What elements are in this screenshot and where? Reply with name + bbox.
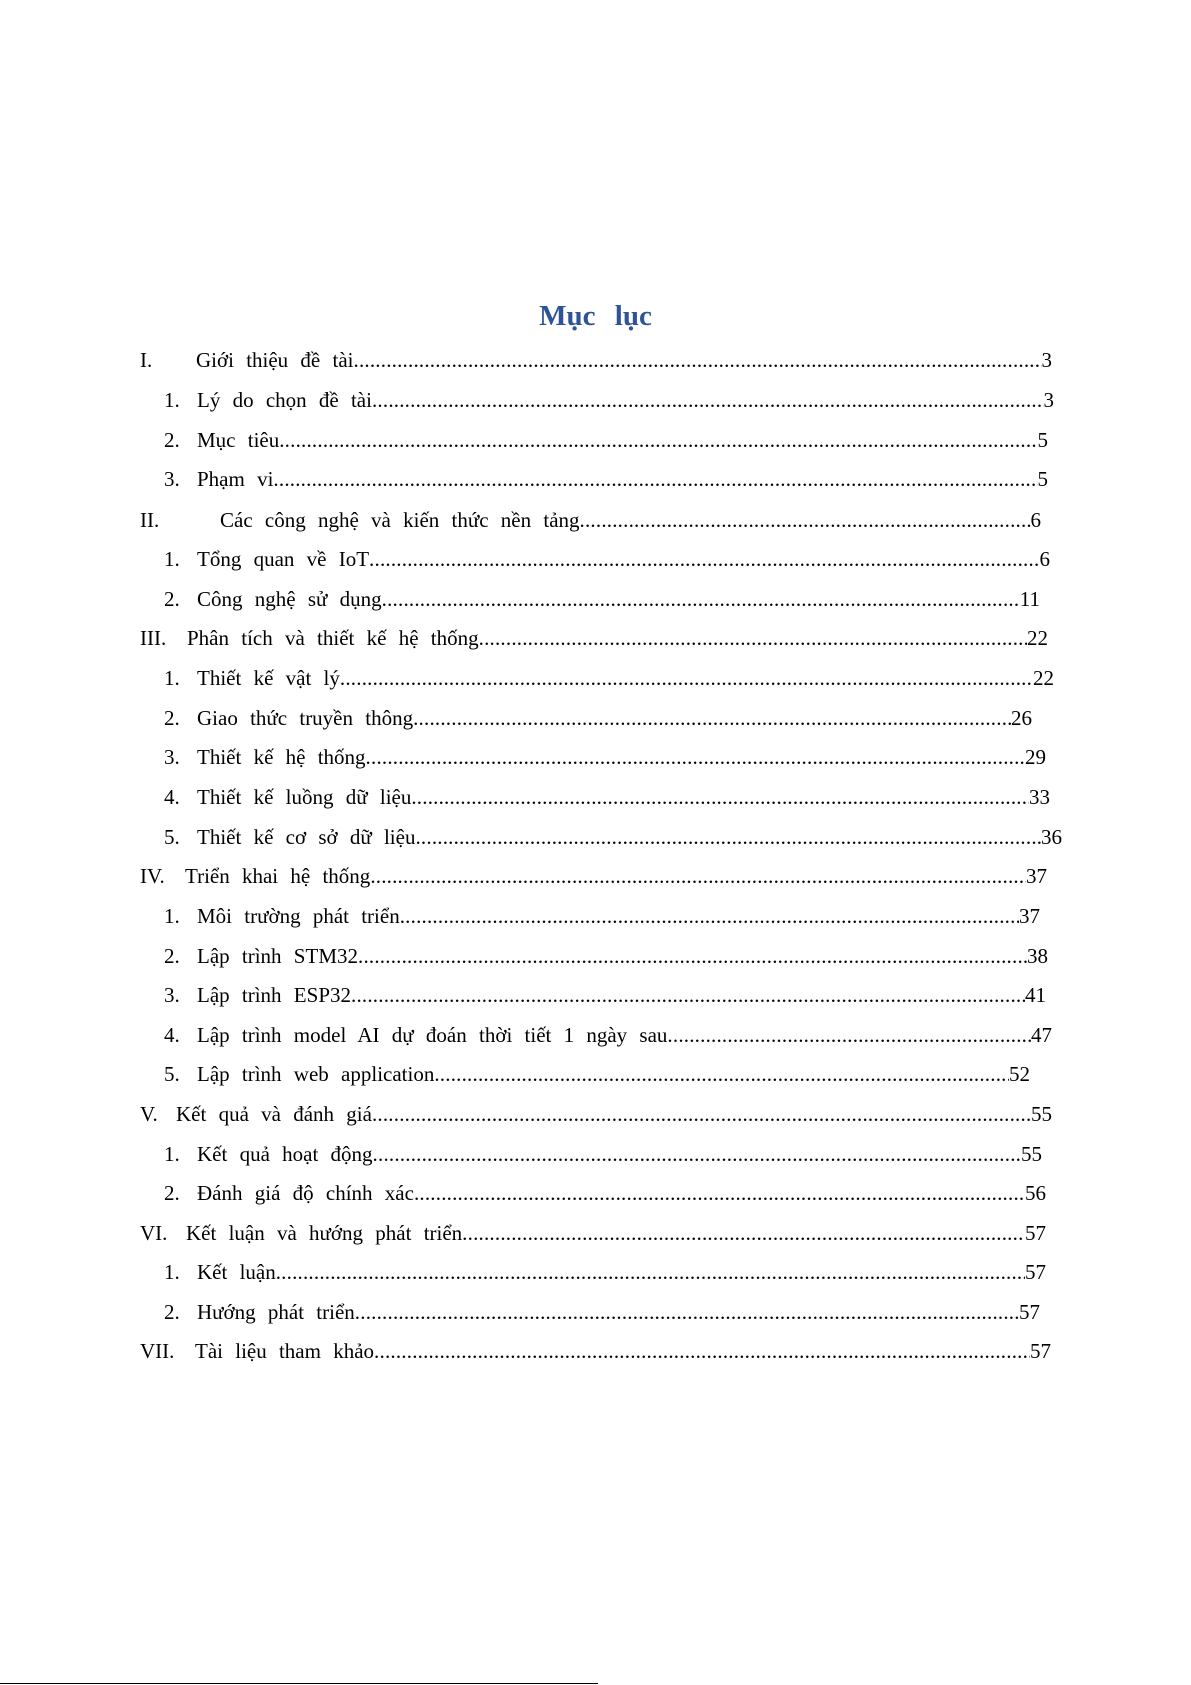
- toc-entry-number: 1.: [164, 1142, 180, 1166]
- toc-entry-label: Kết quả và đánh giá: [176, 1102, 372, 1126]
- toc-entry-number: 4.: [164, 785, 180, 809]
- toc-entry-number: V.: [140, 1102, 158, 1126]
- toc-entry-1[interactable]: [140, 350, 1052, 371]
- toc-entry-25[interactable]: [164, 1302, 1040, 1323]
- toc-entry-leader: [411, 787, 1029, 808]
- toc-entry-number: 1.: [164, 388, 180, 412]
- toc-entry-page: 52: [1009, 1062, 1030, 1086]
- toc-entry-6[interactable]: [164, 549, 1050, 570]
- toc-entry-16[interactable]: [164, 946, 1048, 967]
- toc-entry-17[interactable]: [164, 985, 1046, 1006]
- toc-entry-page: 38: [1027, 944, 1048, 968]
- toc-entry-page: 5: [1037, 467, 1048, 491]
- toc-entry-label: Kết luận và hướng phát triển: [186, 1221, 463, 1245]
- toc-entry-label: Thiết kế cơ sở dữ liệu: [197, 825, 416, 849]
- toc-entry-leader: [354, 350, 1042, 371]
- toc-entry-label: Thiết kế luồng dữ liệu: [197, 785, 412, 809]
- toc-entry-page: 57: [1025, 1221, 1046, 1245]
- toc-entry-label: Môi trường phát triển: [197, 904, 400, 928]
- toc-entry-label: Giới thiệu đề tài: [196, 348, 354, 372]
- toc-entry-23[interactable]: [140, 1223, 1046, 1244]
- toc-entry-leader: [340, 668, 1033, 689]
- toc-entry-label: Lập trình model AI dự đoán thời tiết 1 ngày sau: [197, 1023, 668, 1047]
- toc-entry-leader: [358, 946, 1027, 967]
- toc-entry-leader: [462, 1223, 1025, 1244]
- toc-entry-label: Kết quả hoạt động: [197, 1142, 373, 1166]
- toc-entry-14[interactable]: [140, 866, 1047, 887]
- toc-entry-7[interactable]: [164, 589, 1040, 610]
- toc-entry-label: Tổng quan về IoT: [197, 547, 370, 571]
- toc-entry-number: 2.: [164, 587, 180, 611]
- toc-entry-leader: [374, 1341, 1030, 1362]
- toc-entry-number: 1.: [164, 1260, 180, 1284]
- toc-entry-leader: [382, 589, 1020, 610]
- toc-entry-leader: [273, 469, 1037, 490]
- toc-entry-leader: [369, 549, 1039, 570]
- toc-entry-page: 11: [1019, 587, 1040, 611]
- toc-entry-page: 22: [1027, 626, 1048, 650]
- toc-entry-page: 37: [1026, 864, 1047, 888]
- toc-entry-12[interactable]: [164, 787, 1050, 808]
- toc-entry-label: Tài liệu tham khảo: [195, 1339, 375, 1363]
- toc-entry-11[interactable]: [164, 747, 1046, 768]
- toc-entry-leader: [414, 1183, 1025, 1204]
- toc-entry-page: 6: [1030, 508, 1041, 532]
- toc-entry-number: III.: [140, 626, 167, 650]
- toc-entry-leader: [400, 906, 1019, 927]
- toc-entry-number: 2.: [164, 1181, 180, 1205]
- toc-entry-label: Triển khai hệ thống: [185, 864, 371, 888]
- toc-entry-page: 56: [1025, 1181, 1046, 1205]
- toc-entry-leader: [479, 628, 1027, 649]
- toc-entry-leader: [372, 1104, 1031, 1125]
- toc-entry-number: 5.: [164, 1062, 180, 1086]
- toc-entry-leader: [276, 1262, 1025, 1283]
- toc-entry-number: 1.: [164, 904, 180, 928]
- toc-entry-label: Thiết kế vật lý: [197, 666, 340, 690]
- toc-entry-page: 3: [1041, 348, 1052, 372]
- toc-entry-label: Giao thức truyền thông: [197, 706, 414, 730]
- toc-entry-page: 55: [1021, 1142, 1042, 1166]
- toc-entry-page: 57: [1025, 1260, 1046, 1284]
- toc-entry-page: 29: [1025, 745, 1046, 769]
- toc-entry-20[interactable]: [140, 1104, 1052, 1125]
- toc-entry-leader: [351, 985, 1025, 1006]
- toc-entry-number: 3.: [164, 745, 180, 769]
- toc-entry-24[interactable]: [164, 1262, 1046, 1283]
- toc-entry-page: 47: [1031, 1023, 1052, 1047]
- toc-entry-4[interactable]: [164, 469, 1048, 490]
- toc-entry-5[interactable]: [140, 510, 1041, 531]
- toc-entry-page: 57: [1019, 1300, 1040, 1324]
- toc-entry-page: 37: [1019, 904, 1040, 928]
- toc-entry-page: 22: [1033, 666, 1054, 690]
- toc-entry-leader: [355, 1302, 1019, 1323]
- toc-entry-leader: [413, 708, 1011, 729]
- toc-entry-21[interactable]: [164, 1144, 1042, 1165]
- toc-entry-number: II.: [140, 508, 160, 532]
- toc-entry-number: 3.: [164, 467, 180, 491]
- toc-entry-number: IV.: [140, 864, 165, 888]
- toc-entry-19[interactable]: [164, 1064, 1030, 1085]
- toc-entry-label: Lập trình web application: [197, 1062, 435, 1086]
- toc-entry-leader: [373, 1144, 1021, 1165]
- toc-entry-label: Các công nghệ và kiến thức nền tảng: [220, 508, 580, 532]
- toc-entry-8[interactable]: [140, 628, 1048, 649]
- toc-entry-number: VII.: [140, 1339, 175, 1363]
- toc-entry-number: 2.: [164, 706, 180, 730]
- toc-entry-label: Phạm vi: [197, 467, 274, 491]
- toc-entry-label: Đánh giá độ chính xác: [197, 1181, 414, 1205]
- toc-entry-3[interactable]: [164, 430, 1048, 451]
- toc-entry-15[interactable]: [164, 906, 1040, 927]
- toc-entry-number: 2.: [164, 428, 180, 452]
- toc-entry-label: Lập trình ESP32: [197, 983, 351, 1007]
- toc-entry-label: Kết luận: [197, 1260, 276, 1284]
- toc-entry-leader: [370, 866, 1026, 887]
- toc-entry-number: 5.: [164, 825, 180, 849]
- toc-entry-leader: [580, 510, 1031, 531]
- toc-entry-page: 3: [1043, 388, 1054, 412]
- toc-entry-leader: [366, 747, 1025, 768]
- toc-entry-leader: [667, 1025, 1031, 1046]
- toc-entry-page: 36: [1041, 825, 1062, 849]
- toc-entry-number: I.: [140, 348, 153, 372]
- toc-entry-number: 2.: [164, 1300, 180, 1324]
- toc-entry-2[interactable]: [164, 390, 1054, 411]
- toc-title: Mục lục: [539, 300, 652, 332]
- toc-entry-page: 41: [1025, 983, 1046, 1007]
- toc-entry-26[interactable]: [140, 1341, 1051, 1362]
- toc-entry-number: 2.: [164, 944, 180, 968]
- toc-entry-number: 1.: [164, 666, 180, 690]
- toc-entry-leader: [372, 390, 1044, 411]
- toc-entry-label: Phân tích và thiết kế hệ thống: [187, 626, 479, 650]
- toc-entry-number: 1.: [164, 547, 180, 571]
- toc-entry-label: Thiết kế hệ thống: [197, 745, 366, 769]
- toc-entry-13[interactable]: [164, 827, 1062, 848]
- toc-entry-label: Mục tiêu: [197, 428, 280, 452]
- toc-entry-page: 55: [1031, 1102, 1052, 1126]
- toc-entry-number: 4.: [164, 1023, 180, 1047]
- toc-entry-leader: [434, 1064, 1009, 1085]
- toc-entry-page: 33: [1029, 785, 1050, 809]
- toc-entry-leader: [279, 430, 1037, 451]
- toc-entry-page: 5: [1037, 428, 1048, 452]
- toc-entry-10[interactable]: [164, 708, 1032, 729]
- toc-entry-22[interactable]: [164, 1183, 1046, 1204]
- toc-entry-label: Lý do chọn đề tài: [197, 388, 372, 412]
- footer-rule: [0, 1683, 598, 1684]
- toc-entry-label: Hướng phát triển: [197, 1300, 355, 1324]
- toc-entry-label: Lập trình STM32: [197, 944, 358, 968]
- toc-entry-9[interactable]: [164, 668, 1054, 689]
- toc-entry-leader: [415, 827, 1041, 848]
- toc-entry-page: 6: [1039, 547, 1050, 571]
- toc-entry-label: Công nghệ sử dụng: [197, 587, 382, 611]
- toc-entry-18[interactable]: [164, 1025, 1052, 1046]
- toc-entry-number: 3.: [164, 983, 180, 1007]
- toc-entry-page: 57: [1030, 1339, 1051, 1363]
- toc-entry-page: 26: [1011, 706, 1032, 730]
- toc-entry-number: VI.: [140, 1221, 168, 1245]
